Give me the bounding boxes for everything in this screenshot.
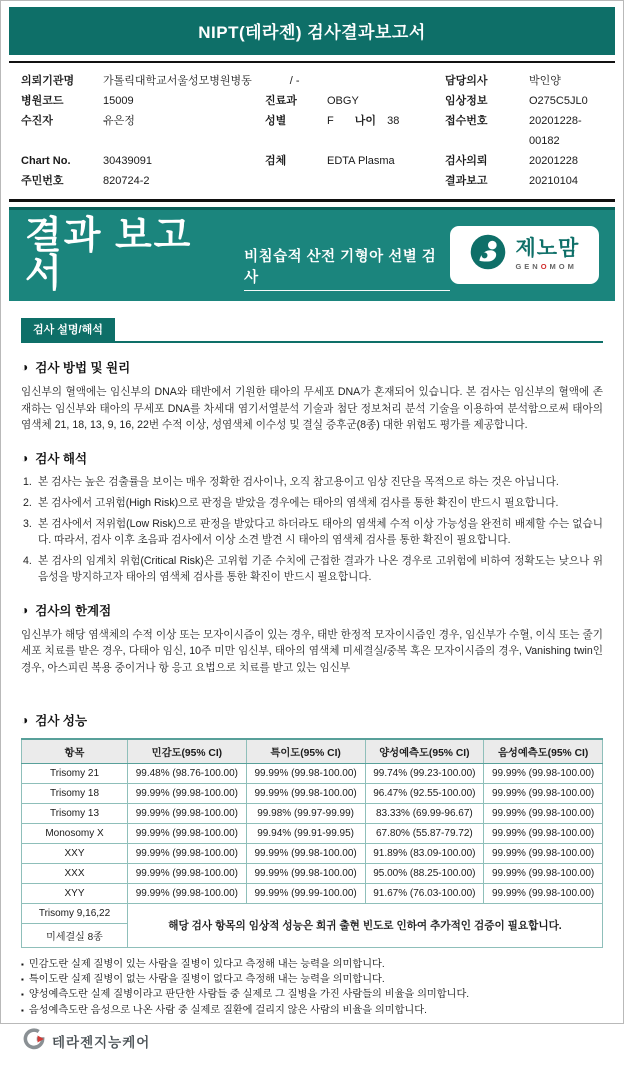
half-circle-icon: ◑	[21, 451, 29, 466]
field-label-specimen: 검체	[265, 155, 287, 167]
square-bullet-icon: ▪	[21, 1005, 24, 1015]
genomom-logo-text	[515, 238, 579, 271]
column-header: 항목	[22, 739, 128, 764]
cell: 99.99% (99.98-100.00)	[128, 803, 247, 823]
square-bullet-icon: ▪	[21, 990, 24, 1000]
row-label: Trisomy 9,16,22	[22, 903, 128, 923]
half-circle-icon: ◑	[21, 360, 29, 374]
cell: 99.99% (99.98-100.00)	[484, 863, 603, 883]
footer	[9, 1018, 615, 1069]
table-row	[22, 803, 603, 823]
info-row	[21, 111, 603, 151]
banner-subtitle: 비침습적 산전 기형아 선별 검사	[244, 245, 450, 291]
field-label-hospital: 의뢰기관명	[21, 75, 75, 87]
field-label-department: 진료과	[265, 95, 297, 107]
interpretation-item: 본 검사는 높은 검출률을 보이는 매우 정확한 검사이나, 오직 참고용이고 임상 진단을 목적으로 하는 것은 아닙니다.	[38, 476, 559, 489]
info-row	[21, 151, 603, 171]
half-circle-icon: ◑	[21, 712, 29, 727]
field-value-specimen: EDTA Plasma	[327, 155, 395, 167]
cell: 99.99% (99.98-100.00)	[128, 823, 247, 843]
field-value-doctor: 박인양	[529, 75, 561, 87]
field-value-hospital-code: 15009	[103, 95, 134, 107]
special-note-cell: 해당 검사 항목의 임상적 성능은 희귀 출현 빈도로 인하여 추가적인 검증이 필요합니다.	[128, 903, 603, 947]
section-interpretation	[21, 449, 603, 585]
field-value-report-date: 20210104	[529, 175, 578, 187]
column-header: 양성예측도(95% CI)	[365, 739, 484, 764]
footnote: ▪ 양성예측도란 실제 질병이라고 판단한 사람들 중 실제로 그 질병을 가진 사람들의 비율을 의미합니다.	[21, 987, 603, 1002]
field-label-patient: 수진자	[21, 115, 53, 127]
section-limitations	[21, 601, 603, 677]
table-row	[22, 783, 603, 803]
field-label-sex: 성별	[265, 115, 287, 127]
cell: 91.67% (76.03-100.00)	[365, 883, 484, 903]
section-limitations-body: 임신부가 해당 염색체의 수적 이상 또는 모자이시즘이 있는 경우, 태반 한정적 모자이시즘인 경우, 임신부가 수혈, 이식 또는 줄기 세포 치료를 받은 경우, 다태아 임신, 10주 미만 임신부, 태아의 염색체 미세결실/중복 혹은 모자이시즘의 경우, Vanishing twin인 경우, 아스피린 복용 중이거나 항 응고 요법으로 치료를 받고 있는 임신부	[21, 628, 603, 675]
performance-table	[21, 738, 603, 948]
genomom-logo-icon	[469, 233, 507, 276]
field-label-hospital-code: 병원코드	[21, 95, 64, 107]
cell: 99.99% (99.98-100.00)	[128, 863, 247, 883]
section-method	[21, 358, 603, 434]
banner-titles	[25, 214, 450, 295]
field-label-report-date: 결과보고	[445, 175, 488, 187]
report-title: NIPT(테라젠) 검사결과보고서	[198, 23, 426, 42]
section-method-heading: ◑ 검사 방법 및 원리	[21, 360, 131, 375]
field-label-accession-no: 접수번호	[445, 115, 488, 127]
cell: 99.99% (99.98-100.00)	[484, 823, 603, 843]
patient-info-block	[9, 61, 615, 202]
report-title-bar	[9, 7, 615, 55]
field-label-doctor: 담당의사	[445, 75, 488, 87]
square-bullet-icon: ▪	[21, 959, 24, 969]
column-header: 음성예측도(95% CI)	[484, 739, 603, 764]
field-value-accession-no: 20201228-00182	[529, 115, 582, 147]
section-interpretation-heading: ◑ 검사 해석	[21, 451, 88, 467]
table-header-row	[22, 739, 603, 764]
field-value-clinical-info: O275C5JL0	[529, 95, 588, 107]
table-row	[22, 763, 603, 783]
banner-title: 결과 보고서	[25, 214, 193, 295]
company-name: 테라젠지능케어	[52, 1035, 151, 1051]
table-row	[22, 863, 603, 883]
theragen-logo-icon	[23, 1028, 45, 1055]
cell: 99.99% (99.98-100.00)	[246, 763, 365, 783]
cell: 99.99% (99.98-100.00)	[484, 843, 603, 863]
row-label: Trisomy 13	[22, 803, 128, 823]
cell: 67.80% (55.87-79.72)	[365, 823, 484, 843]
section-limitations-heading: ◑ 검사의 한계점	[21, 602, 112, 618]
table-row	[22, 823, 603, 843]
field-value-resident-no: 820724-2	[103, 175, 150, 187]
field-label-age: 나이	[354, 115, 377, 127]
cell: 99.99% (99.98-100.00)	[128, 883, 247, 903]
row-label: XXY	[22, 843, 128, 863]
field-label-chart-no: Chart No.	[21, 155, 71, 167]
row-label: XYY	[22, 883, 128, 903]
field-value-sex-age: F 나이 38	[327, 115, 400, 127]
field-value-patient: 유은정	[103, 115, 135, 127]
cell: 99.99% (99.98-100.00)	[246, 783, 365, 803]
report-body	[9, 301, 615, 1018]
cell: 99.98% (99.97-99.99)	[246, 803, 365, 823]
cell: 99.99% (99.98-100.00)	[484, 883, 603, 903]
interpretation-list	[21, 475, 603, 585]
section-performance	[21, 711, 603, 1018]
interpretation-item: 본 검사에서 저위험(Low Risk)으로 판정을 받았다고 하더라도 태아의 염색체 수적 이상 가능성을 완전히 배제할 수는 없습니다. 따라서, 검사 이후 초음파 검사에서 이상 소견 발견 시 태아의 염색체 검사를 통한 확진이 필요합니다.	[38, 517, 603, 546]
cell: 99.99% (99.98-100.00)	[128, 783, 247, 803]
row-label: Trisomy 18	[22, 783, 128, 803]
table-row	[22, 843, 603, 863]
cell: 99.99% (99.98-100.00)	[128, 843, 247, 863]
footnote: ▪ 음성예측도란 음성으로 나온 사람 중 실제로 질환에 걸리지 않은 사람의 비율을 의미합니다.	[21, 1003, 603, 1018]
row-label: Trisomy 21	[22, 763, 128, 783]
row-label: 미세결실 8종	[22, 923, 128, 947]
field-label-clinical-info: 임상정보	[445, 95, 488, 107]
row-label: XXX	[22, 863, 128, 883]
genomom-logo	[450, 226, 599, 284]
footnotes	[21, 957, 603, 1018]
logo-name: 제노맘	[515, 236, 580, 260]
cell: 99.99% (99.98-100.00)	[484, 803, 603, 823]
cell: 99.99% (99.98-100.00)	[246, 863, 365, 883]
field-label-resident-no: 주민번호	[21, 175, 64, 187]
row-label: Monosomy X	[22, 823, 128, 843]
cell: 99.99% (99.98-100.00)	[484, 783, 603, 803]
footnote: ▪ 특이도란 실제 질병이 없는 사람을 질병이 없다고 측정해 내는 능력을 의미합니다.	[21, 972, 603, 987]
cell: 99.94% (99.91-99.95)	[246, 823, 365, 843]
cell: 99.99% (99.98-100.00)	[484, 763, 603, 783]
field-value-age: 38	[387, 115, 400, 127]
field-value-chart-no: 30439091	[103, 155, 152, 167]
cell: 91.89% (83.09-100.00)	[365, 843, 484, 863]
section-chip-row	[21, 318, 603, 343]
logo-sub: GENOMOM	[515, 262, 577, 272]
cell: 95.00% (88.25-100.00)	[365, 863, 484, 883]
table-row	[22, 883, 603, 903]
interpretation-item: 본 검사에서 고위험(High Risk)으로 판정을 받았을 경우에는 태아의 염색체 검사를 통한 확진이 반드시 필요합니다.	[38, 497, 559, 510]
info-row	[21, 71, 603, 91]
info-row	[21, 171, 603, 191]
cell: 99.99% (99.99-100.00)	[246, 883, 365, 903]
cell: 99.48% (98.76-100.00)	[128, 763, 247, 783]
table-row	[22, 903, 603, 923]
section-performance-heading: ◑ 검사 성능	[21, 712, 88, 728]
section-chip: 검사 설명/해석	[21, 318, 115, 341]
column-header: 특이도(95% CI)	[246, 739, 365, 764]
field-value-order-date: 20201228	[529, 155, 578, 167]
footnote: ▪ 민감도란 실제 질병이 있는 사람을 질병이 있다고 측정해 내는 능력을 의미합니다.	[21, 957, 603, 972]
cell: 83.33% (69.99-96.67)	[365, 803, 484, 823]
column-header: 민감도(95% CI)	[128, 739, 247, 764]
cell: 99.74% (99.23-100.00)	[365, 763, 484, 783]
info-row	[21, 91, 603, 111]
interpretation-item: 본 검사의 임계치 위험(Critical Risk)은 고위험 기준 수치에 근접한 결과가 나온 경우로 고위험에 비하여 정확도는 낮으나 위음성을 방지하고자 태아의 염색체 검사를 통한 확진이 반드시 필요합니다.	[38, 554, 603, 583]
field-label-order-date: 검사의뢰	[445, 155, 488, 167]
square-bullet-icon: ▪	[21, 975, 24, 985]
half-circle-icon: ◑	[21, 602, 29, 617]
cell: 96.47% (92.55-100.00)	[365, 783, 484, 803]
cell: 99.99% (99.98-100.00)	[246, 843, 365, 863]
section-method-body: 임신부의 혈액에는 임신부의 DNA와 태반에서 기원한 태아의 무세포 DNA가 혼재되어 있습니다. 본 검사는 임신부의 혈액에 존재하는 임신부와 태아의 무세포 DNA를 차세대 염기서열분석 기술과 첨단 정보처리 분석 기술을 이용하여 분석함으로써 태아의 염색체 21, 18, 13, 9, 16, 22번 수적 이상, 성염색체 이수성 및 결실 증후군(8종) 대한 위험도 평가를 제공합니다.	[21, 386, 603, 432]
result-banner	[9, 207, 615, 301]
field-value-hospital: 가톨릭대학교서울성모병원병동 / -	[103, 75, 300, 87]
field-value-department: OBGY	[327, 95, 359, 107]
